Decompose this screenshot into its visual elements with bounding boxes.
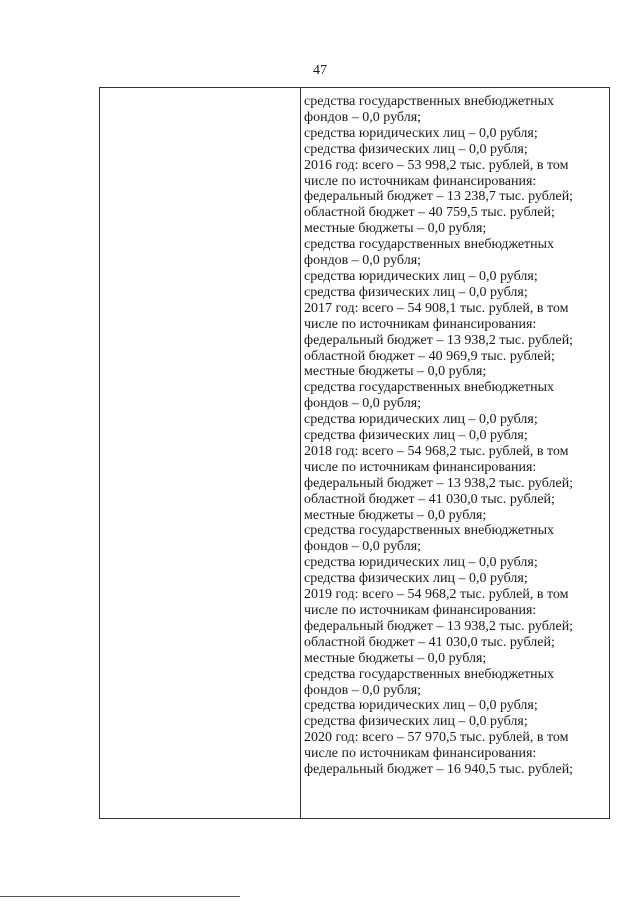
text-line: фондов – 0,0 рубля; — [304, 109, 422, 125]
text-line: числе по источникам финансирования: — [304, 459, 537, 475]
text-line: средства юридических лиц – 0,0 рубля; — [304, 125, 538, 141]
text-line: местные бюджеты – 0,0 рубля; — [304, 221, 487, 237]
text-line: федеральный бюджет – 16 940,5 тыс. рублей; — [304, 762, 574, 778]
text-line: средства юридических лиц – 0,0 рубля; — [304, 698, 538, 714]
text-line: местные бюджеты – 0,0 рубля; — [304, 650, 487, 666]
text-line: средства юридических лиц – 0,0 рубля; — [304, 412, 538, 428]
text-line: областной бюджет – 41 030,0 тыс. рублей; — [304, 634, 555, 650]
text-line: средства государственных внебюджетных — [304, 523, 555, 539]
text-line: 2019 год: всего – 54 968,2 тыс. рублей, в том — [304, 587, 569, 603]
text-line: федеральный бюджет – 13 238,7 тыс. рублей; — [304, 189, 574, 205]
text-line: федеральный бюджет – 13 938,2 тыс. рублей; — [304, 475, 574, 491]
text-line: 2018 год: всего – 54 968,2 тыс. рублей, в том — [304, 443, 569, 459]
text-line: числе по источникам финансирования: — [304, 603, 537, 618]
table-right-cell — [301, 88, 609, 818]
text-line: средства физических лиц – 0,0 рубля; — [304, 428, 528, 444]
text-line: местные бюджеты – 0,0 рубля; — [304, 364, 487, 380]
text-line: федеральный бюджет – 13 938,2 тыс. рублей; — [304, 618, 574, 634]
text-line: числе по источникам финансирования: — [304, 316, 537, 332]
text-line: средства физических лиц – 0,0 рубля; — [304, 714, 528, 730]
text-line: фондов – 0,0 рубля; — [304, 253, 422, 269]
text-line: средства юридических лиц – 0,0 рубля; — [304, 268, 538, 284]
text-line: фондов – 0,0 рубля; — [304, 396, 422, 412]
text-line: средства государственных внебюджетных — [304, 666, 555, 682]
text-line: средства физических лиц – 0,0 рубля; — [304, 571, 528, 587]
text-line: 2020 год: всего – 57 970,5 тыс. рублей, в том — [304, 730, 569, 746]
funding-table — [99, 87, 610, 819]
table-left-cell — [100, 88, 301, 818]
text-line: фондов – 0,0 рубля; — [304, 682, 422, 698]
text-line: средства физических лиц – 0,0 рубля; — [304, 284, 528, 300]
page-number: 47 — [313, 63, 327, 78]
text-line: 2016 год: всего – 53 998,2 тыс. рублей, в том — [304, 157, 569, 173]
text-line: числе по источникам финансирования: — [304, 746, 537, 762]
text-line: средства физических лиц – 0,0 рубля; — [304, 141, 528, 157]
text-line: средства государственных внебюджетных — [304, 94, 555, 109]
text-line: 2017 год: всего – 54 908,1 тыс. рублей, в том — [304, 300, 569, 316]
text-line: местные бюджеты – 0,0 рубля; — [304, 507, 487, 523]
footer-divider — [0, 896, 240, 897]
text-line: средства государственных внебюджетных — [304, 237, 555, 253]
text-line: средства юридических лиц – 0,0 рубля; — [304, 555, 538, 571]
text-line: фондов – 0,0 рубля; — [304, 539, 422, 555]
text-line: средства государственных внебюджетных — [304, 380, 555, 396]
text-line: областной бюджет – 40 969,9 тыс. рублей; — [304, 348, 555, 364]
text-line: числе по источникам финансирования: — [304, 173, 537, 189]
text-line: областной бюджет – 40 759,5 тыс. рублей; — [304, 205, 555, 221]
text-line: федеральный бюджет – 13 938,2 тыс. рублей; — [304, 332, 574, 348]
text-line: областной бюджет – 41 030,0 тыс. рублей; — [304, 491, 555, 507]
